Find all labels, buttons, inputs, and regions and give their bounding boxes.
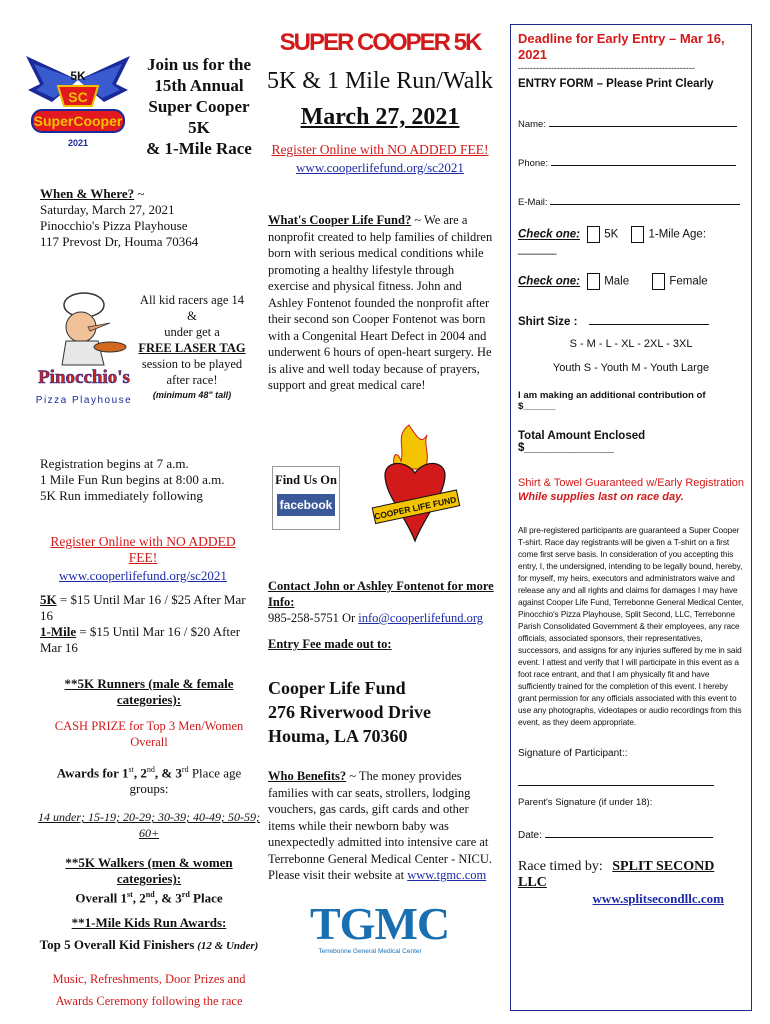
svg-text:SC: SC [68, 89, 88, 105]
gender-female-checkbox[interactable] [652, 273, 665, 290]
when-label: When & Where? [40, 186, 135, 201]
form-name-label: Name: [518, 119, 546, 130]
form-shirt-row [518, 316, 744, 328]
form-gender-row [518, 273, 744, 290]
intro-line: Join us for the [146, 55, 252, 74]
awards-kids: **1-Mile Kids Run Awards: [71, 914, 227, 930]
form-sizes-adult: S - M - L - XL - 2XL - 3XL [569, 338, 693, 350]
event-title: SUPER COOPER 5K [279, 29, 481, 56]
event-date: March 27, 2021 [300, 104, 460, 130]
form-sizes-youth: Youth S - Youth M - Youth Large [552, 362, 710, 374]
payable-label: Entry Fee made out to: [268, 637, 392, 651]
gender-male-checkbox[interactable] [587, 273, 600, 290]
laser-line: after race! [166, 373, 218, 387]
payable-street: 276 Riverwood Drive [268, 702, 431, 722]
form-email-row [518, 197, 744, 208]
contact-phone: 985-258-5751 Or [268, 611, 359, 625]
sup: rd [181, 890, 190, 900]
form-phone-label: Phone: [518, 158, 549, 169]
when-venue: Pinocchio's Pizza Playhouse [40, 218, 188, 233]
gender-female-label: Female [669, 275, 708, 288]
logo-year: 2021 [67, 138, 89, 148]
tgmc-sub: Terrebonne General Medical Center [318, 948, 422, 955]
fund-text: ~ We are a nonprofit created to help families of children born with serious medical conditions while promoting a healthy lifestyle through exercise and physical fitness. John and Ashley Fontenot founded the nonprofit after their second son Cooper Fontenot was born with a Congenital Heart Defect in 2004 and underwent 6 hours of open-heart surgery. He is alive and well today because of prayers, support and great medical care! [268, 213, 493, 392]
form-check1-label: Check one: [518, 228, 580, 241]
schedule-line: 5K Run immediately following [40, 488, 203, 503]
awards-overall-text: Place [189, 890, 223, 906]
awards-places-text: Place age groups: [129, 765, 242, 797]
payable-city: Houma, LA 70360 [268, 726, 408, 746]
race-5k-checkbox[interactable] [587, 226, 600, 243]
payable [268, 636, 500, 748]
heart-banner-text: COOPER LIFE FUND [373, 494, 458, 522]
awards-places-text: Awards for 1 [56, 765, 129, 781]
form-supplies: While supplies last on race day. [518, 491, 684, 503]
laser-line: under get a [164, 325, 220, 339]
sup: nd [146, 765, 155, 774]
awards-cash: CASH PRIZE for Top 3 Men/Women Overall [54, 719, 244, 749]
form-title: ENTRY FORM – Please Print Clearly [518, 78, 714, 90]
form-email-field[interactable] [550, 204, 740, 205]
awards-overall-text: Overall 1 [75, 890, 127, 906]
laser-tag-box [136, 292, 248, 403]
schedule [40, 456, 260, 504]
awards-overall-text: , 2 [132, 890, 146, 906]
event-header [262, 26, 498, 176]
form-email-label: E-Mail: [518, 197, 548, 208]
fee-mile-label: 1-Mile [40, 624, 77, 639]
benefits-text: ~ The money provides families with car seats, strollers, lodging vouchers, gas cards, gift cards and other items while their newborn baby was unexpectedly admitted into intensive care at Terrebonne General Medical Center - NICU. Please visit their website at [268, 769, 493, 882]
awards-places [38, 762, 260, 797]
laser-line: All kid racers age 14 & [139, 293, 245, 323]
form-race-row [518, 226, 744, 255]
when-where [40, 186, 260, 250]
register-url-link[interactable]: www.cooperlifefund.org/sc2021 [296, 160, 464, 175]
form-name-field[interactable] [549, 126, 737, 127]
awards-overall [38, 887, 260, 906]
form-shirt-label: Shirt Size : [518, 316, 578, 328]
form-dashes: ----------------------------------------------------------- [518, 63, 695, 73]
awards-music: Awards Ceremony following the race [55, 993, 243, 1008]
find-us-text: Find Us On [275, 473, 337, 487]
form-waiver: All pre-registered participants are guaranteed a Super Cooper T-shirt. Race day registrants will be given a T-shirt on a first come first serve basis. In consideration of you accepting this entry, I, the undersigned, intending to be legally bound, hereby, for myself, my heirs, executors and administrators waive and release any and all rights and claims for damages I may have against Cooper Life Fund, Terrebonne General Medical Center, Pinocchio's Pizza Playhouse, Split Second, LLC, Terrebonne Parish Consolidated Government & their employees, any race officials, associated sponsors, their representatives, successors, and assigns for any injuries suffered by me in said event. I attest and verify that I will participate in this event as a foot race entrant, and that I am physically fit and have sufficiently trained for the completion of this event. I hereby grant permission for any officials associated with this event to use any photographs, videotapes or audio recordings from this event, as they deem appropriate. [518, 525, 744, 727]
form-signature-label: Signature of Participant:: [518, 748, 628, 759]
super-cooper-logo [22, 50, 134, 154]
logo-badge-text: SuperCooper [33, 113, 123, 129]
cooper-heart-icon [365, 415, 465, 565]
race-timer-label: Race timed by: [518, 859, 603, 874]
intro-block [138, 54, 260, 159]
when-address: 117 Prevost Dr, Houma 70364 [40, 234, 199, 249]
contact-label: Contact John or Ashley Fontenot for more Info: [268, 579, 494, 609]
race-timer [518, 859, 744, 891]
pinocchio-logo [36, 285, 136, 410]
fund-about [268, 212, 494, 394]
form-shirt-field[interactable] [589, 324, 709, 325]
awards-places-text: , 2 [133, 765, 147, 781]
form-deadline: Deadline for Early Entry – Mar 16, 2021 [518, 31, 725, 62]
laser-note: (minimum 48" tall) [152, 390, 232, 400]
awards-ages: 14 under; 15-19; 20-29; 30-39; 40-49; 50-59; 60+ [38, 810, 260, 841]
form-total: Total Amount Enclosed $______________ [518, 430, 646, 454]
intro-line: & 1-Mile Race [146, 139, 252, 158]
race-timer-url-link[interactable]: www.splitsecondllc.com [592, 891, 724, 906]
intro-line: Super Cooper 5K [148, 97, 250, 137]
form-phone-row [518, 158, 744, 169]
payable-name: Cooper Life Fund [268, 678, 406, 698]
logo-5k-text: 5K [70, 69, 86, 83]
form-guarantee: Shirt & Towel Guaranteed w/Early Registration [518, 477, 745, 489]
fee-5k-label: 5K [40, 592, 57, 607]
when-suffix: ~ [134, 186, 145, 201]
contact [268, 578, 500, 626]
awards-overall-text: , & 3 [154, 890, 182, 906]
benefits [268, 768, 494, 884]
intro-line: 15th Annual [154, 76, 244, 95]
awards-kids-age: (12 & Under) [194, 939, 259, 952]
pinocchio-sub: Pizza Playhouse [36, 395, 133, 406]
sup: nd [145, 890, 155, 900]
sup: st [128, 765, 134, 774]
form-date-label: Date: [518, 830, 542, 841]
form-date-row [518, 830, 744, 841]
fee-5k-text: = $15 Until Mar 16 / $25 After Mar 16 [40, 592, 246, 623]
register-online-text: Register Online with NO ADDED FEE! [271, 142, 489, 157]
facebook-logo: facebook [277, 494, 335, 516]
race-5k-label: 5K [604, 228, 619, 241]
sup: rd [181, 765, 189, 774]
when-day: Saturday, March 27, 2021 [40, 202, 175, 217]
schedule-line: Registration begins at 7 a.m. [40, 456, 189, 471]
facebook-badge[interactable] [272, 466, 340, 530]
fund-question: What's Cooper Life Fund? [268, 213, 412, 227]
pinocchio-name: Pinocchio's [38, 367, 130, 388]
form-name-row [518, 119, 744, 130]
laser-line: session to be played [141, 357, 243, 371]
tgmc-logo-text: TGMC [310, 898, 450, 949]
laser-highlight: FREE LASER TAG [138, 341, 246, 355]
contact-email-link[interactable]: info@cooperlifefund.org [358, 611, 484, 625]
register-left-text: Register Online with NO ADDED FEE! [50, 534, 236, 565]
form-phone-field[interactable] [551, 165, 736, 166]
awards-runners: **5K Runners (male & female categories): [64, 676, 234, 707]
awards-kids-top [38, 937, 260, 954]
register-left [38, 534, 248, 584]
form-contribution: I am making an additional contribution of $______ [518, 390, 706, 412]
form-check2-label: Check one: [518, 275, 580, 288]
form-date-field[interactable] [545, 837, 713, 838]
register-left-url-link[interactable]: www.cooperlifefund.org/sc2021 [59, 568, 227, 583]
event-subtitle: 5K & 1 Mile Run/Walk [266, 68, 494, 94]
fee-mile-text: = $15 Until Mar 16 / $20 After Mar 16 [40, 624, 241, 655]
benefits-url-link[interactable]: www.tgmc.com [407, 868, 487, 882]
race-timer-name: SPLIT SECOND LLC [518, 859, 715, 890]
gender-male-label: Male [604, 275, 630, 288]
awards-walkers: **5K Walkers (men & women categories): [65, 855, 233, 887]
race-mile-label: 1-Mile Age: ______ [518, 228, 707, 255]
race-mile-checkbox[interactable] [631, 226, 644, 243]
sup: st [127, 890, 133, 900]
awards-places-text: , & 3 [154, 765, 182, 781]
schedule-line: 1 Mile Fun Run begins at 8:00 a.m. [40, 472, 225, 487]
benefits-label: Who Benefits? [268, 769, 347, 783]
fees [40, 592, 260, 656]
awards-kids-top-text: Top 5 Overall Kid Finishers [39, 936, 195, 952]
form-signature-field[interactable] [518, 785, 714, 786]
awards [38, 676, 260, 1012]
entry-form [510, 24, 752, 1011]
form-parent-label: Parent's Signature (if under 18): [518, 797, 653, 808]
tgmc-logo [310, 898, 450, 966]
awards-music: Music, Refreshments, Door Prizes and [52, 971, 246, 986]
